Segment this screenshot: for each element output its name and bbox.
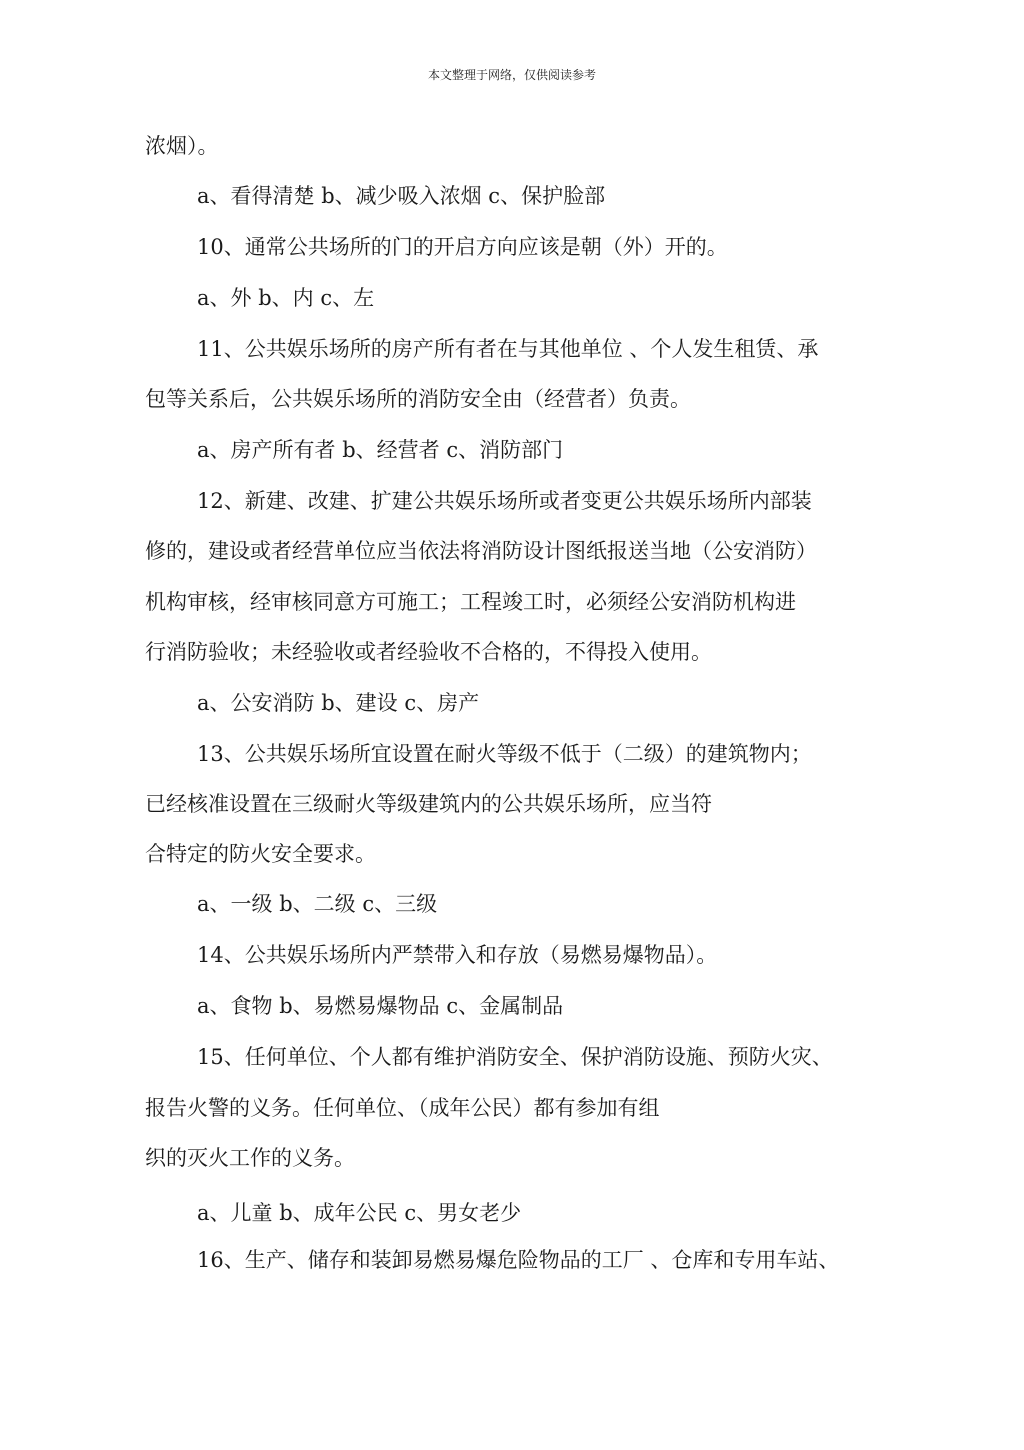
question-14: 14、公共娱乐场所内严禁带入和存放（易燃易爆物品）。 [197, 943, 718, 967]
question-11: 11、公共娱乐场所的房产所有者在与其他单位 、个人发生租赁、承 [197, 337, 819, 361]
answer-options: a、房产所有者 b、经营者 c、消防部门 [197, 438, 564, 462]
question-10: 10、通常公共场所的门的开启方向应该是朝（外）开的。 [197, 235, 728, 259]
text-line: 合特定的防火安全要求。 [145, 842, 376, 866]
answer-options: a、公安消防 b、建设 c、房产 [197, 691, 480, 715]
answer-options: a、看得清楚 b、减少吸入浓烟 c、保护脸部 [197, 184, 606, 208]
question-16: 16、生产、储存和装卸易燃易爆危险物品的工厂 、仓库和专用车站、 [197, 1248, 840, 1272]
answer-options: a、儿童 b、成年公民 c、男女老少 [197, 1201, 522, 1225]
question-15: 15、任何单位、个人都有维护消防安全、保护消防设施、预防火灾、 [197, 1045, 833, 1069]
text-line: 织的灭火工作的义务。 [145, 1146, 355, 1170]
answer-options: a、外 b、内 c、左 [197, 286, 375, 310]
answer-options: a、食物 b、易燃易爆物品 c、金属制品 [197, 994, 564, 1018]
text-line: 包等关系后，公共娱乐场所的消防安全由（经营者）负责。 [145, 387, 691, 411]
text-line: 已经核准设置在三级耐火等级建筑内的公共娱乐场所，应当符 [145, 792, 712, 816]
text-line: 机构审核，经审核同意方可施工；工程竣工时，必须经公安消防机构进 [145, 590, 796, 614]
text-line: 浓烟）。 [145, 134, 219, 158]
question-13: 13、公共娱乐场所宜设置在耐火等级不低于（二级）的建筑物内； [197, 742, 812, 766]
question-12: 12、新建、改建、扩建公共娱乐场所或者变更公共娱乐场所内部装 [197, 489, 812, 513]
text-line: 报告火警的义务。任何单位、（成年公民）都有参加有组 [145, 1096, 660, 1120]
answer-options: a、一级 b、二级 c、三级 [197, 892, 438, 916]
text-line: 行消防验收；未经验收或者经验收不合格的，不得投入使用。 [145, 640, 712, 664]
text-line: 修的，建设或者经营单位应当依法将消防设计图纸报送当地（公安消防） [145, 539, 817, 563]
page-header: 本文整理于网络，仅供阅读参考 [427, 68, 596, 82]
